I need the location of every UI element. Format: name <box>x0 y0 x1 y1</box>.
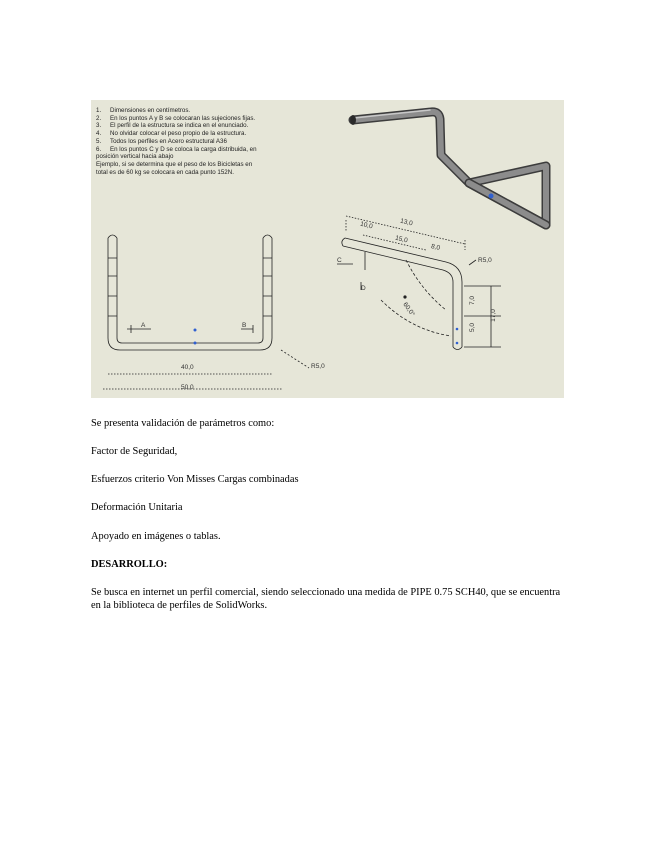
dim-mid-1: 15,0 <box>394 234 409 245</box>
note-continuation: posición vertical hacia abajo <box>96 153 174 161</box>
dim-outer-width: 50,0 <box>181 384 194 391</box>
param-item: Apoyado en imágenes o tablas. <box>91 531 221 542</box>
note-item: 6. En los puntos C y D se coloca la carga distribuida, en <box>96 145 257 153</box>
dim-angle: 60,0° <box>401 301 416 318</box>
problem-notes <box>96 107 346 176</box>
param-item: Deformación Unitaria <box>91 502 183 513</box>
body-paragraph: Se busca en internet un perfil comercial, siendo seleccionado una medida de PIPE 0.75 SCH40, que se encuentra en la biblioteca de perfiles de SolidWorks. <box>91 587 561 611</box>
dim-v3: 17,0 <box>489 309 497 322</box>
param-item: Esfuerzos criterio Von Misses Cargas combinadas <box>91 474 299 485</box>
note-item: 3. El perfil de la estructura se indica en el enunciado. <box>96 122 249 130</box>
dim-v2: 5,0 <box>469 322 477 333</box>
problem-figure <box>91 100 564 398</box>
note-item: 5. Todos los perfiles en Acero estructural A36 <box>96 137 227 145</box>
dim-mid-2: 8,0 <box>430 243 441 252</box>
note-continuation: Ejemplo, si se determina que el peso de los Bicicletas en <box>96 160 253 168</box>
note-continuation: total es de 60 kg se colocara en cada punto 152N. <box>96 168 234 176</box>
note-item: 1. Dimensiones en centímetros. <box>96 107 191 114</box>
intro-text: Se presenta validación de parámetros como: <box>91 418 275 429</box>
dim-front-radius: R5,0 <box>311 363 325 370</box>
note-item: 4. No olvidar colocar el peso propio de la estructura. <box>96 130 247 138</box>
note-item: 2. En los puntos A y B se colocaran las sujeciones fijas. <box>96 114 256 122</box>
side-view <box>337 216 501 350</box>
label-a: A <box>141 322 146 329</box>
label-d: D <box>361 285 366 292</box>
front-view <box>103 235 309 389</box>
label-b: B <box>242 322 247 329</box>
param-item: Factor de Seguridad, <box>91 446 178 457</box>
dim-side-radius: R5,0 <box>478 257 492 264</box>
label-c: C <box>337 257 342 264</box>
dim-top-1: 10,0 <box>359 220 374 231</box>
dim-top-2: 13,0 <box>399 217 414 228</box>
isometric-view <box>350 110 546 225</box>
dim-inner-width: 40,0 <box>181 364 194 371</box>
dim-v1: 7,0 <box>469 295 477 306</box>
section-heading: DESARROLLO: <box>91 559 168 570</box>
